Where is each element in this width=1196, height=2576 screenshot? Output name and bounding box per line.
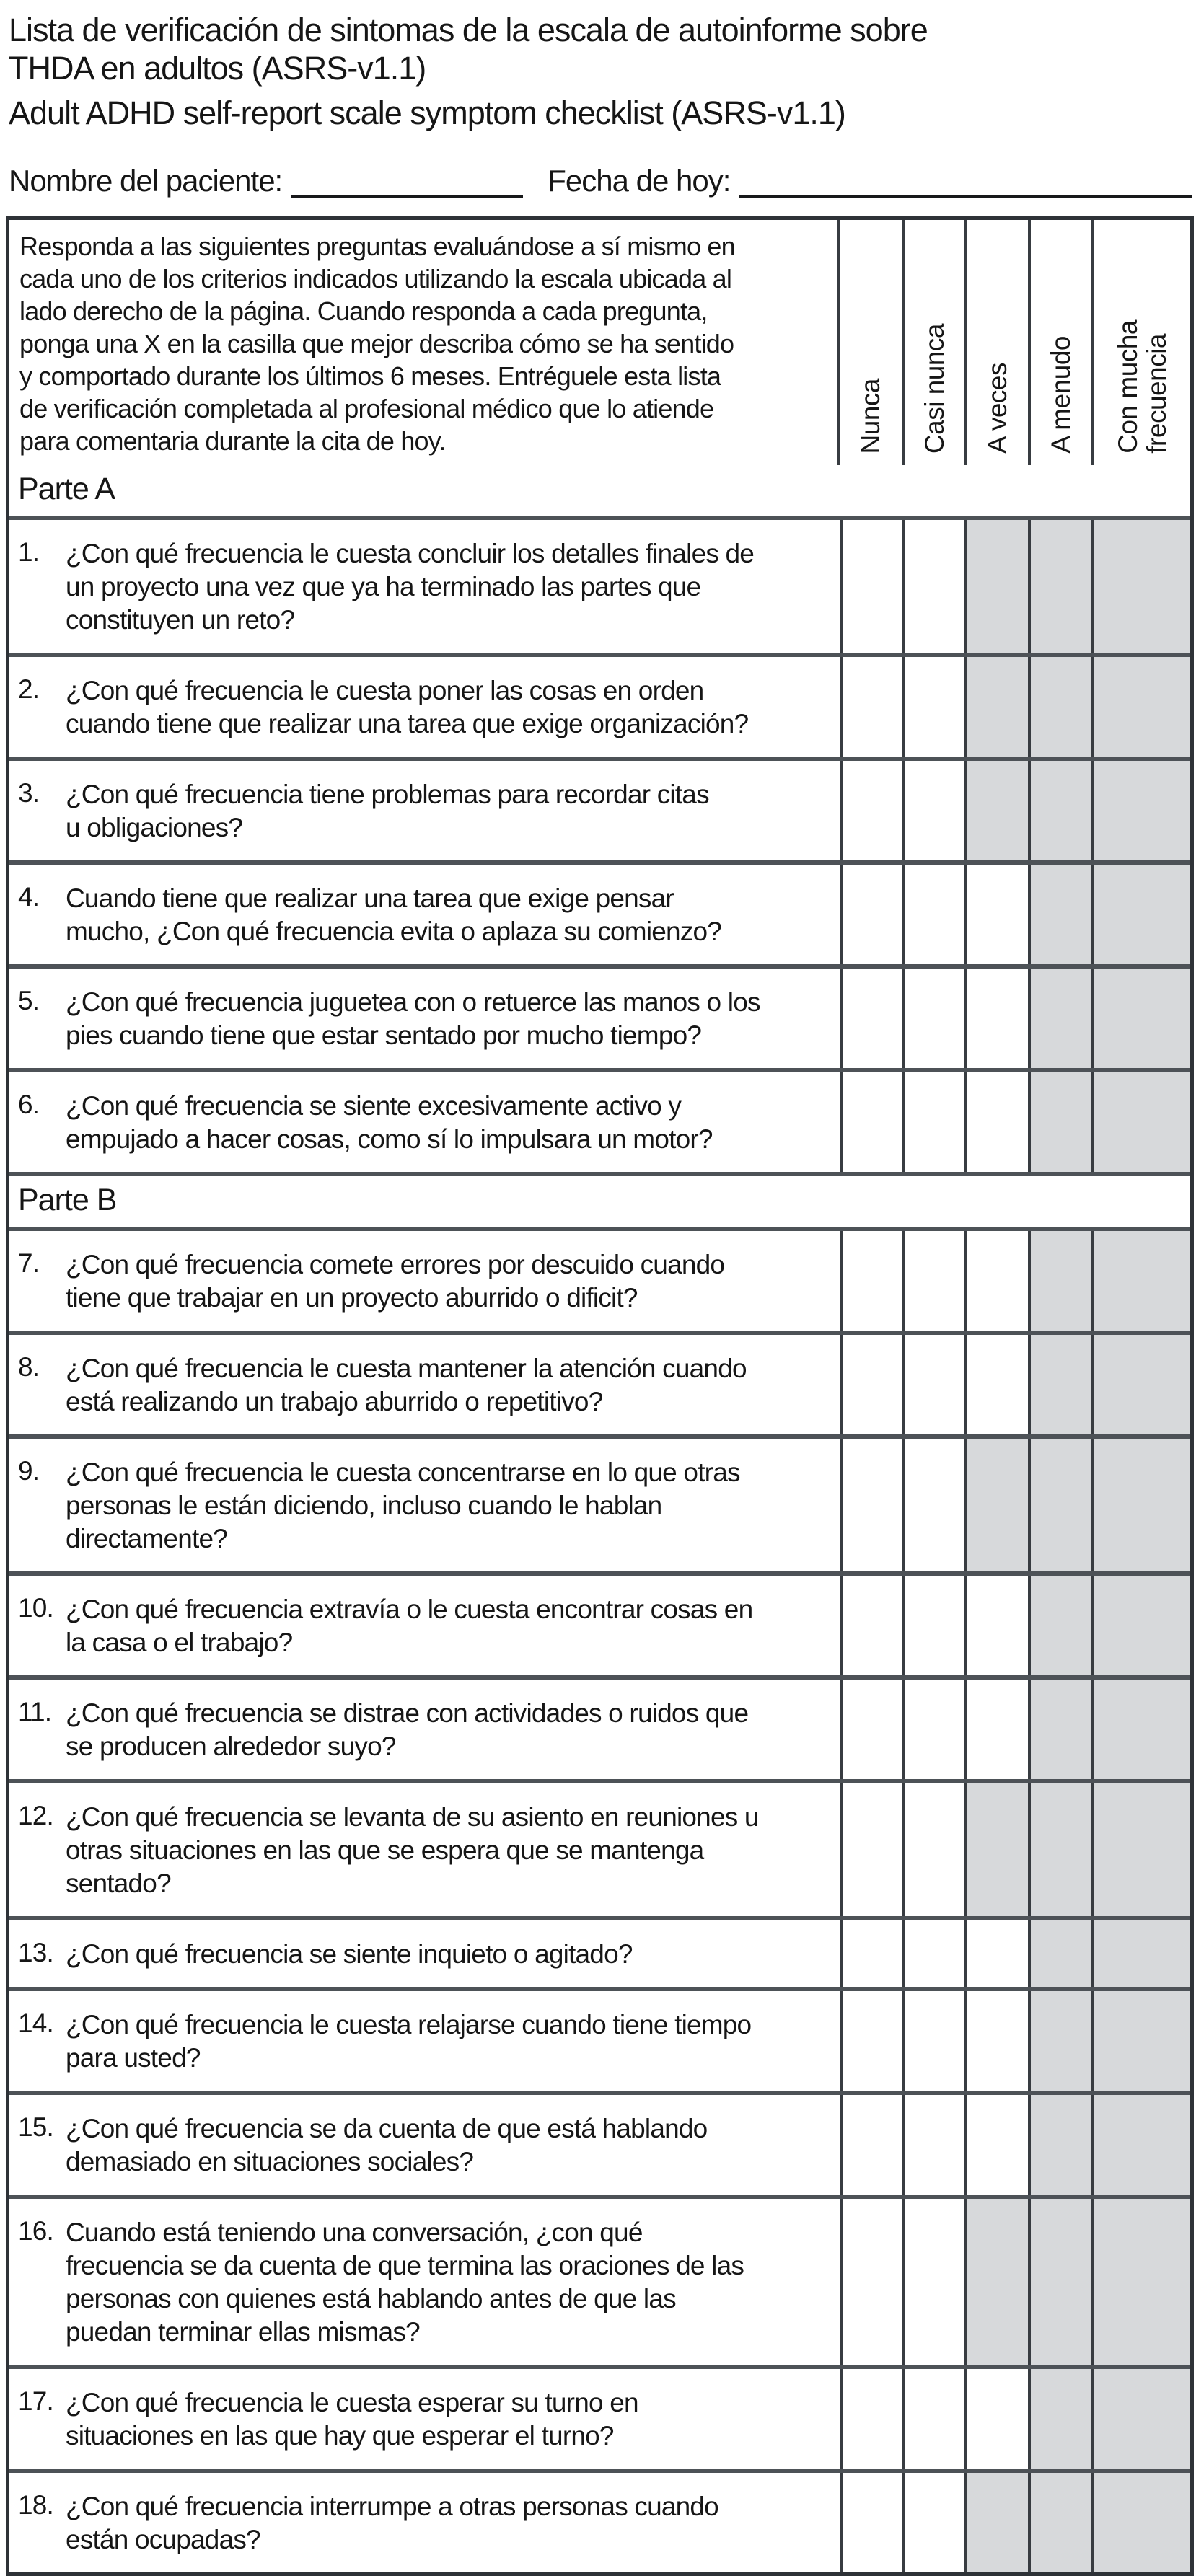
question-text-line: empujado a hacer cosas, como sí lo impulsara un motor? xyxy=(66,1124,713,1154)
question-row-10 xyxy=(9,1571,1190,1675)
patient-info-row xyxy=(9,157,1192,198)
question-text xyxy=(66,1456,836,1556)
column-header-a-veces xyxy=(964,220,1028,465)
question-cell xyxy=(9,1920,840,1987)
answer-cell-q10-nunca[interactable] xyxy=(840,1576,902,1675)
question-text xyxy=(66,1248,836,1315)
answer-cell-q11-casi-nunca[interactable] xyxy=(902,1680,964,1779)
column-header-casi-nunca xyxy=(902,220,964,465)
answer-cell-q17-a-menudo[interactable] xyxy=(1028,2369,1091,2469)
instructions-line: cada uno de los criterios indicados utilizando la escala ubicada al xyxy=(19,264,732,294)
question-text-line: ¿Con qué frecuencia le cuesta concentrarse en lo que otras xyxy=(66,1457,740,1487)
answer-cell-q16-a-veces[interactable] xyxy=(964,2199,1028,2365)
answer-cell-q7-con-mucha-frecuencia[interactable] xyxy=(1091,1231,1190,1331)
answer-cell-q6-a-veces[interactable] xyxy=(964,1072,1028,1172)
answer-cell-q5-casi-nunca[interactable] xyxy=(902,969,964,1068)
part-label: Parte B xyxy=(18,1183,117,1217)
question-row-8 xyxy=(9,1331,1190,1434)
column-header-con-mucha-frecuencia xyxy=(1091,220,1190,465)
question-cell xyxy=(9,2095,840,2195)
question-text-line: ¿Con qué frecuencia le cuesta poner las cosas en orden xyxy=(66,676,704,705)
answer-cell-q17-casi-nunca[interactable] xyxy=(902,2369,964,2469)
question-text-line: ¿Con qué frecuencia se distrae con actividades o ruidos que xyxy=(66,1698,749,1728)
question-row-3 xyxy=(9,757,1190,860)
question-text-line: están ocupadas? xyxy=(66,2525,260,2554)
question-text xyxy=(66,882,836,948)
question-text-line: mucho, ¿Con qué frecuencia evita o aplaza su comienzo? xyxy=(66,917,722,946)
answer-cell-q2-a-veces[interactable] xyxy=(964,657,1028,757)
answer-cell-q15-a-veces[interactable] xyxy=(964,2095,1028,2195)
instructions-line: para comentaria durante la cita de hoy. xyxy=(19,426,446,456)
column-header-label: Nunca xyxy=(856,378,886,454)
question-row-18 xyxy=(9,2469,1190,2572)
answer-cell-q12-a-menudo[interactable] xyxy=(1028,1783,1091,1916)
answer-cell-q15-con-mucha-frecuencia[interactable] xyxy=(1091,2095,1190,2195)
question-text-line: situaciones en las que hay que esperar el turno? xyxy=(66,2421,614,2451)
answer-cell-q17-a-veces[interactable] xyxy=(964,2369,1028,2469)
answer-cell-q9-casi-nunca[interactable] xyxy=(902,1439,964,1571)
patient-name-input[interactable] xyxy=(291,157,523,198)
answer-cell-q12-con-mucha-frecuencia[interactable] xyxy=(1091,1783,1190,1916)
answer-cell-q8-con-mucha-frecuencia[interactable] xyxy=(1091,1335,1190,1434)
answer-cell-q10-casi-nunca[interactable] xyxy=(902,1576,964,1675)
answer-cell-q7-nunca[interactable] xyxy=(840,1231,902,1331)
question-number: 17. xyxy=(18,2386,54,2416)
answer-cell-q9-a-veces[interactable] xyxy=(964,1439,1028,1571)
question-text xyxy=(66,1593,836,1659)
question-text xyxy=(66,537,836,637)
answer-cell-q13-casi-nunca[interactable] xyxy=(902,1920,964,1987)
answer-cell-q14-nunca[interactable] xyxy=(840,1991,902,2091)
question-text xyxy=(66,2216,836,2349)
answer-cell-q11-con-mucha-frecuencia[interactable] xyxy=(1091,1680,1190,1779)
question-text-line: ¿Con qué frecuencia extravía o le cuesta encontrar cosas en xyxy=(66,1594,753,1624)
table-header-row xyxy=(9,220,1190,465)
answer-cell-q4-nunca[interactable] xyxy=(840,865,902,964)
question-text xyxy=(66,986,836,1052)
question-text-line: otras situaciones en las que se espera que se mantenga xyxy=(66,1835,704,1865)
answer-cell-q6-casi-nunca[interactable] xyxy=(902,1072,964,1172)
question-number: 18. xyxy=(18,2490,54,2520)
question-cell xyxy=(9,1783,840,1916)
answer-cell-q17-nunca[interactable] xyxy=(840,2369,902,2469)
question-text-line: está realizando un trabajo aburrido o repetitivo? xyxy=(66,1387,603,1416)
answer-cell-q2-casi-nunca[interactable] xyxy=(902,657,964,757)
question-text-line: personas con quienes está hablando antes de que las xyxy=(66,2284,676,2313)
question-row-1 xyxy=(9,516,1190,653)
answer-cell-q7-casi-nunca[interactable] xyxy=(902,1231,964,1331)
answer-cell-q9-con-mucha-frecuencia[interactable] xyxy=(1091,1439,1190,1571)
answer-cell-q16-nunca[interactable] xyxy=(840,2199,902,2365)
answer-cell-q14-a-veces[interactable] xyxy=(964,1991,1028,2091)
question-cell xyxy=(9,1680,840,1779)
question-row-15 xyxy=(9,2091,1190,2195)
part-row-a xyxy=(9,465,1190,516)
page-title-es-line1: Lista de verificación de sintomas de la escala de autoinforme sobre xyxy=(9,12,928,48)
question-text-line: ¿Con qué frecuencia se siente inquieto o agitado? xyxy=(66,1939,633,1969)
answer-cell-q13-nunca[interactable] xyxy=(840,1920,902,1987)
answer-cell-q5-con-mucha-frecuencia[interactable] xyxy=(1091,969,1190,1068)
question-text xyxy=(66,1697,836,1763)
question-text xyxy=(66,2112,836,2179)
question-cell xyxy=(9,1576,840,1675)
answer-cell-q14-casi-nunca[interactable] xyxy=(902,1991,964,2091)
question-number: 10. xyxy=(18,1593,54,1623)
question-text xyxy=(66,2008,836,2075)
answer-cell-q3-nunca[interactable] xyxy=(840,761,902,860)
answer-cell-q13-a-menudo[interactable] xyxy=(1028,1920,1091,1987)
answer-cell-q4-casi-nunca[interactable] xyxy=(902,865,964,964)
answer-cell-q3-a-veces[interactable] xyxy=(964,761,1028,860)
question-row-7 xyxy=(9,1227,1190,1331)
answer-cell-q8-casi-nunca[interactable] xyxy=(902,1335,964,1434)
part-label: Parte A xyxy=(18,472,115,506)
question-row-2 xyxy=(9,653,1190,757)
answer-cell-q12-casi-nunca[interactable] xyxy=(902,1783,964,1916)
answer-cell-q18-con-mucha-frecuencia[interactable] xyxy=(1091,2473,1190,2572)
question-row-11 xyxy=(9,1675,1190,1779)
answer-cell-q8-a-menudo[interactable] xyxy=(1028,1335,1091,1434)
question-text xyxy=(66,778,836,844)
question-text-line: la casa o el trabajo? xyxy=(66,1628,293,1657)
answer-cell-q7-a-veces[interactable] xyxy=(964,1231,1028,1331)
answer-cell-q3-con-mucha-frecuencia[interactable] xyxy=(1091,761,1190,860)
page-title-en: Adult ADHD self-report scale symptom checklist (ASRS-v1.1) xyxy=(9,94,845,132)
table-body xyxy=(9,465,1190,2572)
question-text-line: u obligaciones? xyxy=(66,813,243,842)
question-text-line: constituyen un reto? xyxy=(66,605,295,635)
column-header-nunca xyxy=(837,220,902,465)
question-cell xyxy=(9,2199,840,2365)
answer-cell-q15-casi-nunca[interactable] xyxy=(902,2095,964,2195)
question-number: 3. xyxy=(18,778,40,808)
column-header-label: Con mucha xyxy=(1112,320,1143,454)
question-cell xyxy=(9,1072,840,1172)
question-text-line: tiene que trabajar en un proyecto aburrido o dificit? xyxy=(66,1283,638,1313)
question-cell xyxy=(9,2369,840,2469)
question-text-line: Cuando tiene que realizar una tarea que exige pensar xyxy=(66,883,674,913)
question-number: 14. xyxy=(18,2008,54,2038)
answer-cell-q3-casi-nunca[interactable] xyxy=(902,761,964,860)
answer-cell-q11-a-menudo[interactable] xyxy=(1028,1680,1091,1779)
answer-cell-q15-a-menudo[interactable] xyxy=(1028,2095,1091,2195)
answer-cell-q6-nunca[interactable] xyxy=(840,1072,902,1172)
part-row-b xyxy=(9,1172,1190,1227)
question-text-line: ¿Con qué frecuencia le cuesta esperar su turno en xyxy=(66,2388,638,2417)
title-block xyxy=(0,0,1196,133)
question-row-4 xyxy=(9,860,1190,964)
answer-cell-q18-nunca[interactable] xyxy=(840,2473,902,2572)
question-number: 5. xyxy=(18,986,40,1015)
question-cell xyxy=(9,2473,840,2572)
answer-cell-q4-a-menudo[interactable] xyxy=(1028,865,1091,964)
question-text-line: demasiado en situaciones sociales? xyxy=(66,2147,474,2176)
answer-cell-q1-a-veces[interactable] xyxy=(964,520,1028,653)
question-text xyxy=(66,2490,836,2557)
answer-cell-q2-a-menudo[interactable] xyxy=(1028,657,1091,757)
question-cell xyxy=(9,1335,840,1434)
answer-cell-q5-nunca[interactable] xyxy=(840,969,902,1068)
question-text-line: frecuencia se da cuenta de que termina las oraciones de las xyxy=(66,2251,744,2280)
answer-cell-q1-a-menudo[interactable] xyxy=(1028,520,1091,653)
column-header-a-menudo xyxy=(1028,220,1091,465)
question-cell xyxy=(9,657,840,757)
answer-cell-q15-nunca[interactable] xyxy=(840,2095,902,2195)
instructions-line: lado derecho de la página. Cuando responda a cada pregunta, xyxy=(19,296,708,326)
instructions-line: ponga una X en la casilla que mejor describa cómo se ha sentido xyxy=(19,329,734,358)
question-number: 6. xyxy=(18,1090,40,1119)
question-text-line: puedan terminar ellas mismas? xyxy=(66,2317,420,2347)
question-text-line: un proyecto una vez que ya ha terminado las partes que xyxy=(66,572,701,601)
answer-cell-q10-con-mucha-frecuencia[interactable] xyxy=(1091,1576,1190,1675)
answer-cell-q5-a-menudo[interactable] xyxy=(1028,969,1091,1068)
answer-cell-q8-nunca[interactable] xyxy=(840,1335,902,1434)
instructions-line: de verificación completada al profesional médico que lo atiende xyxy=(19,394,714,423)
answer-cell-q16-a-menudo[interactable] xyxy=(1028,2199,1091,2365)
instructions-cell xyxy=(9,220,837,465)
answer-cell-q18-a-menudo[interactable] xyxy=(1028,2473,1091,2572)
answer-cell-q11-a-veces[interactable] xyxy=(964,1680,1028,1779)
page-title-es-line2: THDA en adultos (ASRS-v1.1) xyxy=(9,49,426,87)
answer-cell-q14-con-mucha-frecuencia[interactable] xyxy=(1091,1991,1190,2091)
column-header-label: frecuencia xyxy=(1141,334,1171,454)
question-number: 15. xyxy=(18,2112,54,2142)
answer-cell-q8-a-veces[interactable] xyxy=(964,1335,1028,1434)
answer-cell-q7-a-menudo[interactable] xyxy=(1028,1231,1091,1331)
answer-cell-q2-con-mucha-frecuencia[interactable] xyxy=(1091,657,1190,757)
question-number: 1. xyxy=(18,537,40,567)
question-number: 11. xyxy=(18,1697,52,1726)
question-text xyxy=(66,2386,836,2453)
answer-cell-q1-con-mucha-frecuencia[interactable] xyxy=(1091,520,1190,653)
question-number: 13. xyxy=(18,1938,54,1967)
answer-cell-q16-con-mucha-frecuencia[interactable] xyxy=(1091,2199,1190,2365)
answer-cell-q10-a-veces[interactable] xyxy=(964,1576,1028,1675)
question-text-line: ¿Con qué frecuencia le cuesta relajarse cuando tiene tiempo xyxy=(66,2010,752,2039)
question-text-line: ¿Con qué frecuencia tiene problemas para recordar citas xyxy=(66,780,709,809)
question-number: 9. xyxy=(18,1456,40,1486)
answer-cell-q6-a-menudo[interactable] xyxy=(1028,1072,1091,1172)
question-text-line: personas le están diciendo, incluso cuando le hablan xyxy=(66,1491,662,1520)
question-text xyxy=(66,1801,836,1900)
question-text-line: se producen alrededor suyo? xyxy=(66,1732,396,1761)
question-text-line: cuando tiene que realizar una tarea que exige organización? xyxy=(66,709,749,738)
question-cell xyxy=(9,1991,840,2091)
question-text-line: Cuando está teniendo una conversación, ¿con qué xyxy=(66,2218,643,2247)
question-row-13 xyxy=(9,1916,1190,1987)
question-text xyxy=(66,1938,836,1971)
answer-cell-q6-con-mucha-frecuencia[interactable] xyxy=(1091,1072,1190,1172)
answer-cell-q12-a-veces[interactable] xyxy=(964,1783,1028,1916)
answer-cell-q2-nunca[interactable] xyxy=(840,657,902,757)
instructions-line: Responda a las siguientes preguntas evaluándose a sí mismo en xyxy=(19,231,735,261)
answer-cell-q13-a-veces[interactable] xyxy=(964,1920,1028,1987)
question-cell xyxy=(9,969,840,1068)
answer-cell-q9-nunca[interactable] xyxy=(840,1439,902,1571)
question-number: 7. xyxy=(18,1248,40,1278)
patient-name-label: Nombre del paciente: xyxy=(9,163,283,198)
question-number: 8. xyxy=(18,1352,40,1382)
answer-cell-q14-a-menudo[interactable] xyxy=(1028,1991,1091,2091)
question-text-line: ¿Con qué frecuencia le cuesta mantener la atención cuando xyxy=(66,1354,747,1383)
question-row-5 xyxy=(9,964,1190,1068)
answer-cell-q10-a-menudo[interactable] xyxy=(1028,1576,1091,1675)
answer-cell-q5-a-veces[interactable] xyxy=(964,969,1028,1068)
question-number: 16. xyxy=(18,2216,54,2246)
question-row-9 xyxy=(9,1434,1190,1571)
answer-cell-q9-a-menudo[interactable] xyxy=(1028,1439,1091,1571)
answer-cell-q16-casi-nunca[interactable] xyxy=(902,2199,964,2365)
symptom-checklist-table xyxy=(6,216,1194,2576)
question-cell xyxy=(9,761,840,860)
question-row-17 xyxy=(9,2365,1190,2469)
question-text xyxy=(66,1090,836,1156)
question-text-line: sentado? xyxy=(66,1869,171,1898)
question-text xyxy=(66,674,836,741)
answer-cell-q12-nunca[interactable] xyxy=(840,1783,902,1916)
question-text-line: ¿Con qué frecuencia se levanta de su asiento en reuniones u xyxy=(66,1802,759,1832)
column-header-label: Casi nunca xyxy=(919,323,949,454)
question-text-line: ¿Con qué frecuencia juguetea con o retuerce las manos o los xyxy=(66,987,760,1017)
answer-cell-q18-a-veces[interactable] xyxy=(964,2473,1028,2572)
date-input[interactable] xyxy=(739,157,1192,198)
date-label: Fecha de hoy: xyxy=(548,163,731,198)
question-cell xyxy=(9,1439,840,1571)
answer-cell-q17-con-mucha-frecuencia[interactable] xyxy=(1091,2369,1190,2469)
question-text-line: pies cuando tiene que estar sentado por mucho tiempo? xyxy=(66,1020,702,1050)
question-cell xyxy=(9,1231,840,1331)
answer-cell-q11-nunca[interactable] xyxy=(840,1680,902,1779)
answer-cell-q13-con-mucha-frecuencia[interactable] xyxy=(1091,1920,1190,1987)
answer-cell-q4-con-mucha-frecuencia[interactable] xyxy=(1091,865,1190,964)
question-number: 4. xyxy=(18,882,40,912)
question-text xyxy=(66,1352,836,1419)
question-text-line: directamente? xyxy=(66,1524,228,1553)
question-number: 2. xyxy=(18,674,40,704)
answer-cell-q18-casi-nunca[interactable] xyxy=(902,2473,964,2572)
question-text-line: ¿Con qué frecuencia le cuesta concluir los detalles finales de xyxy=(66,539,755,568)
question-cell xyxy=(9,865,840,964)
question-number: 12. xyxy=(18,1801,54,1830)
column-header-label: A veces xyxy=(982,362,1013,454)
question-text-line: ¿Con qué frecuencia interrumpe a otras personas cuando xyxy=(66,2492,718,2521)
question-row-16 xyxy=(9,2195,1190,2365)
question-row-12 xyxy=(9,1779,1190,1916)
question-text-line: ¿Con qué frecuencia comete errores por descuido cuando xyxy=(66,1250,725,1279)
question-row-14 xyxy=(9,1987,1190,2091)
question-row-6 xyxy=(9,1068,1190,1172)
answer-cell-q1-casi-nunca[interactable] xyxy=(902,520,964,653)
answer-cell-q3-a-menudo[interactable] xyxy=(1028,761,1091,860)
question-cell xyxy=(9,520,840,653)
answer-cell-q4-a-veces[interactable] xyxy=(964,865,1028,964)
question-text-line: ¿Con qué frecuencia se da cuenta de que está hablando xyxy=(66,2114,708,2143)
column-header-label: A menudo xyxy=(1046,336,1076,454)
instructions-line: y comportado durante los últimos 6 meses. Entréguele esta lista xyxy=(19,361,721,391)
answer-cell-q1-nunca[interactable] xyxy=(840,520,902,653)
question-text-line: ¿Con qué frecuencia se siente excesivamente activo y xyxy=(66,1091,682,1121)
question-text-line: para usted? xyxy=(66,2043,201,2073)
